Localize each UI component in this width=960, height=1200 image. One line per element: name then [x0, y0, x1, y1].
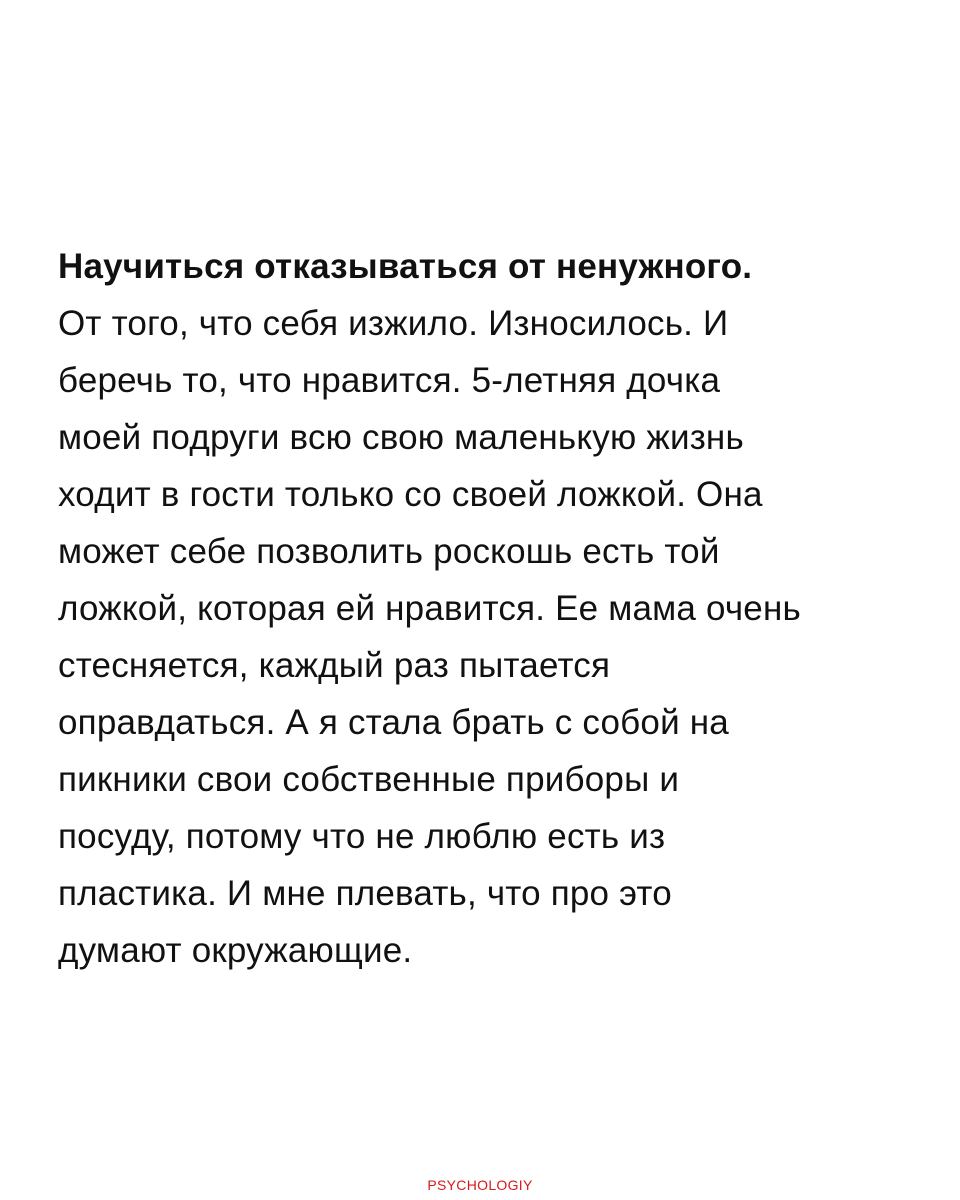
- text-line: оправдаться. А я стала брать с собой на: [58, 703, 729, 742]
- text-line: думают окружающие.: [58, 931, 413, 970]
- post-text: [58, 238, 918, 979]
- text-line: ходит в гости только со своей ложкой. Она: [58, 475, 763, 514]
- text-line: пикники свои собственные приборы и: [58, 760, 680, 799]
- post-heading: Научиться отказываться от ненужного.: [58, 247, 753, 286]
- text-line: моей подруги всю свою маленькую жизнь: [58, 418, 744, 457]
- text-line: посуду, потому что не люблю есть из: [58, 817, 666, 856]
- text-line: беречь то, что нравится. 5-летняя дочка: [58, 361, 721, 400]
- text-line: ложкой, которая ей нравится. Ее мама очень: [58, 589, 801, 628]
- text-line: От того, что себя изжило. Износилось. И: [58, 304, 729, 343]
- text-line: пластика. И мне плевать, что про это: [58, 874, 672, 913]
- brand-label: PSYCHOLOGIY: [427, 1177, 533, 1193]
- text-line: может себе позволить роскошь есть той: [58, 532, 720, 571]
- text-line: стесняется, каждый раз пытается: [58, 646, 611, 685]
